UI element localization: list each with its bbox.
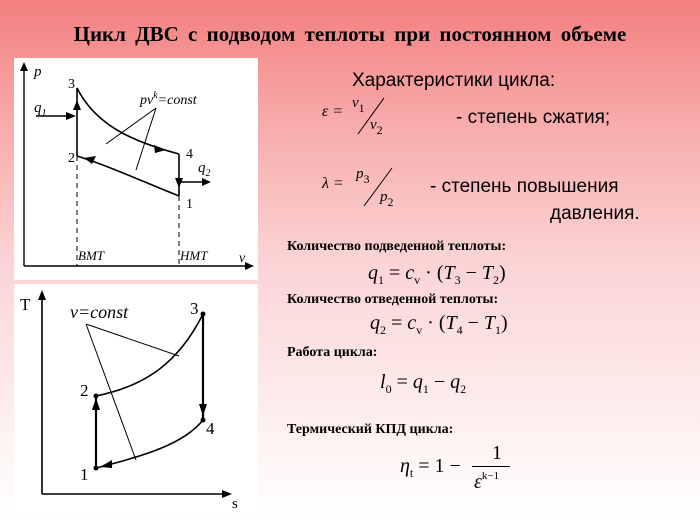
callout-line-lower-isochore (86, 324, 136, 460)
point-4-marker (201, 418, 206, 423)
t-axis-label: T (20, 295, 31, 314)
efficiency-fraction-bar (472, 466, 510, 467)
arrowhead-compression (84, 156, 96, 164)
s-axis-arrow (222, 490, 232, 498)
ts-diagram-svg (14, 284, 258, 512)
arrowhead-up (73, 100, 81, 110)
callout-line-compression (136, 108, 156, 170)
arrowhead-down (175, 178, 183, 188)
slide-title: Цикл ДВС с подводом теплоты при постоянном объеме (73, 22, 627, 46)
characteristics-heading: Характеристики цикла: (352, 70, 556, 91)
epsilon-denominator: $v_2$ (370, 117, 383, 137)
efficiency-denominator: $\varepsilon^{k-1}$ (474, 470, 500, 493)
point-2-label: 2 (68, 151, 75, 166)
arrowhead-3-4 (199, 404, 207, 416)
epsilon-definition: - степень сжатия; (456, 107, 611, 128)
epsilon-numerator: $v_1$ (352, 95, 365, 115)
efficiency-lhs: $\eta_t = 1$ − (400, 455, 461, 480)
v-axis-label: v (239, 251, 246, 266)
lambda-numerator: $p_3$ (356, 166, 370, 186)
q1-arrowhead (66, 112, 76, 120)
point-2-marker (94, 394, 99, 399)
heat-in-formula: $q_1 = c_v \cdot (T_3 - T_2)$ (368, 262, 506, 287)
q2-arrowhead (202, 178, 211, 186)
t-axis-arrow (38, 290, 46, 300)
epsilon-symbol: ε = (322, 103, 344, 120)
isochore-label: v=const (70, 302, 129, 322)
heat-out-label: Количество отведенной теплоты: (287, 292, 499, 307)
bmt-label: ВМТ (78, 248, 104, 263)
p-axis-label: p (34, 64, 42, 80)
point-3-marker (201, 312, 206, 317)
point-3-label: 3 (190, 299, 199, 318)
ts-diagram (14, 284, 258, 512)
lambda-denominator: $p_2$ (380, 189, 394, 209)
efficiency-numerator: 1 (492, 442, 502, 464)
work-label: Работа цикла: (287, 345, 378, 360)
lambda-definition-line2: давления. (550, 203, 640, 224)
work-formula: $l_0 = q_1 - q_2$ (380, 371, 467, 396)
callout-line-upper-isochore (86, 324, 179, 356)
point-4-label: 4 (186, 147, 193, 162)
heat-in-label: Количество подведенной теплоты: (287, 239, 507, 254)
heat-out-formula: $q_2 = c_v \cdot (T_4 - T_1)$ (370, 312, 508, 337)
isentrope-label: $pv^k=const$ (140, 90, 197, 108)
pv-diagram-svg (14, 58, 258, 280)
point-1-label: 1 (80, 465, 89, 484)
efficiency-label: Термический КПД цикла: (287, 422, 454, 437)
point-2-label: 2 (80, 381, 89, 400)
arrowhead-4-1 (100, 460, 112, 468)
q2-label: $q_2$ (198, 160, 211, 179)
isochore-curve-2-3 (96, 314, 203, 396)
lambda-symbol: λ = (322, 175, 344, 192)
point-4-label: 4 (206, 419, 215, 438)
point-1-marker (94, 466, 99, 471)
v-axis-arrow (245, 262, 254, 270)
p-axis-arrow (20, 62, 28, 71)
arrowhead-1-2 (92, 398, 100, 410)
q1-label: $q_1$ (34, 100, 47, 119)
pv-diagram (14, 58, 258, 280)
lambda-definition-line1: - степень повышения (430, 176, 619, 197)
isochore-curve-1-4 (96, 420, 203, 468)
point-3-label: 3 (68, 77, 75, 92)
point-1-label: 1 (186, 197, 193, 212)
callout-line-expansion (106, 108, 156, 144)
s-axis-label: s (232, 496, 238, 512)
nmt-label: НМТ (180, 248, 208, 263)
